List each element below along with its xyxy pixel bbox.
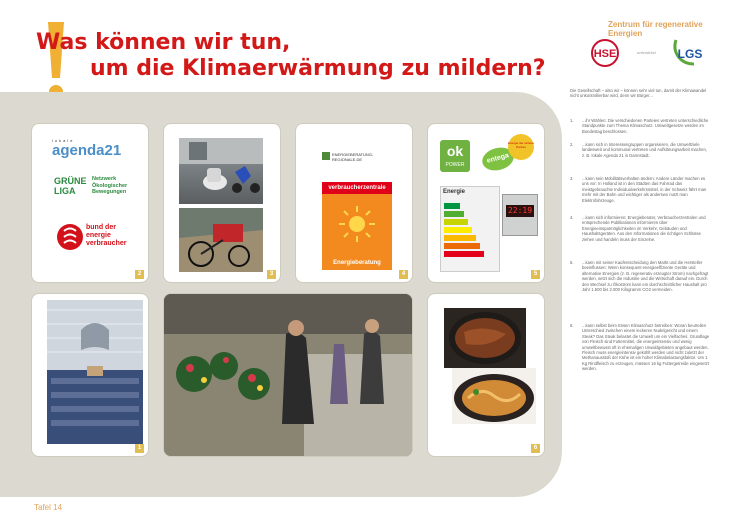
right-heading: Zentrum für regenerative Energien [608,20,703,38]
agenda21-logo: lokale agenda21 [52,138,122,159]
bund-emblem-icon [56,222,84,252]
card-number: 1 [135,444,144,453]
energy-label: Energie [440,186,500,272]
card-number: 2 [135,270,144,279]
logo-separator: unterstützt [637,50,656,55]
card-number: 4 [399,270,408,279]
bike-trailer-photo [179,208,263,272]
page-title-line1: Was können wir tun, [36,30,291,55]
card-information [296,124,412,282]
energy-badge: Energie der sichere Partner [508,134,534,160]
intro-text: Die Gesellschaft – also wir – können sehr viel tun, damit der Klimawandel nicht unkontrollierbar wird, denn wir Bürger... [570,88,707,99]
card-purchase-decision [428,124,544,282]
bundestag-photo [47,300,143,444]
steak-photo [444,308,526,368]
card-voting [32,294,148,456]
lgs-logo [670,36,710,68]
pasta-photo [452,368,536,424]
entega-logo: entega [480,144,517,174]
card-number: 3 [267,270,276,279]
energy-meter: 22:19 [502,194,538,236]
hse-logo [588,38,622,68]
svg-text:HSE: HSE [593,48,617,60]
svg-text:LGS: LGS [677,47,703,61]
scooter-photo [179,138,263,204]
card-number: 5 [531,270,540,279]
card-mobility [164,124,280,282]
verbraucherzentrale-logo: verbraucherzentrale Energieberatung [322,182,392,270]
card-interest-groups [32,124,148,282]
card-food [428,294,544,456]
sun-icon [337,204,377,244]
energieberatung-regionale-logo: ENERGIEBERATUNG-REGIONALE.DE [322,150,394,164]
ok-power-logo: ok POWER [440,140,470,172]
card-street-market [164,294,412,456]
card-number: 6 [531,444,540,453]
bund-energieverbraucher-logo: bund der energie verbraucher [56,222,136,258]
page-title-line2: um die Klimaerwärmung zu mildern? [90,56,546,81]
panel-footer: Tafel 14 [34,503,63,512]
gruene-liga-logo: GRÜNE LIGA Netzwerk Ökologischer Bewegungen [54,176,128,196]
market-photo [164,294,412,456]
